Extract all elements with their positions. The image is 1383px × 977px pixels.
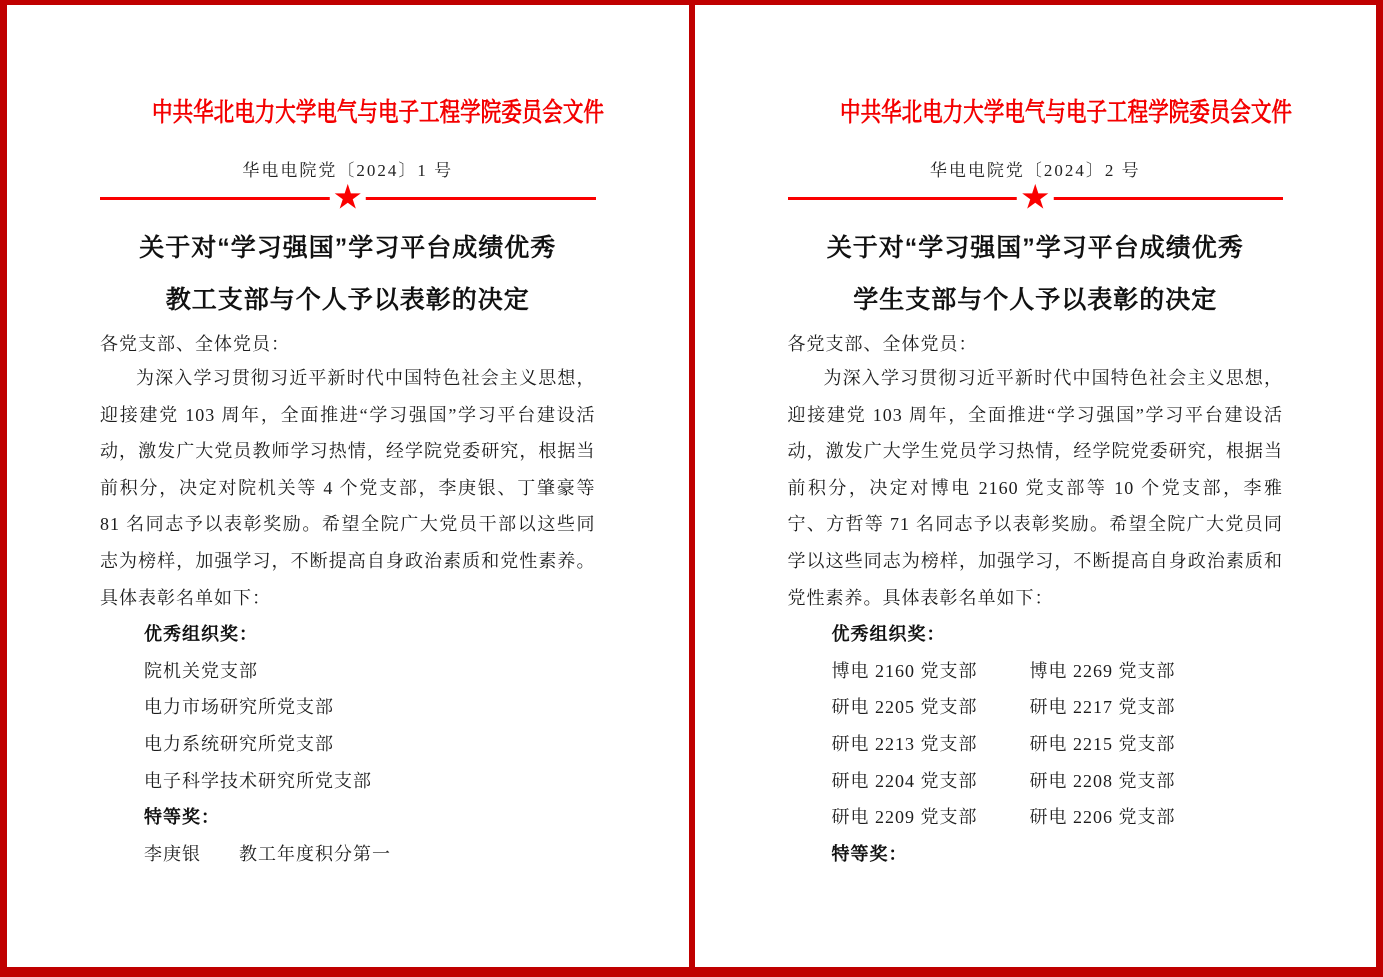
list-item: 博电 2160 党支部 (831, 660, 978, 681)
red-star-icon: ★ (330, 181, 366, 215)
document-number: 华电电院党〔2024〕1 号 (242, 161, 454, 180)
document-number: 华电电院党〔2024〕2 号 (929, 161, 1141, 180)
document-title-line1: 关于对“学习强国”学习平台成绩优秀 (826, 234, 1244, 262)
red-letterhead-title: 中共华北电力大学电气与电子工程学院委员会文件 (839, 97, 1292, 127)
list-row (832, 689, 1284, 726)
document-title-line2: 教工支部与个人予以表彰的决定 (165, 286, 530, 314)
document-page-2 (695, 5, 1377, 967)
list-item: 李庚银 教工年度积分第一 (144, 843, 391, 864)
red-star-icon: ★ (1017, 181, 1053, 215)
award-sections (832, 616, 1284, 872)
list-item: 电力系统研究所党支部 (144, 733, 334, 754)
list-item: 研电 2217 党支部 (1029, 697, 1176, 718)
list-item: 研电 2213 党支部 (831, 733, 978, 754)
list-item: 院机关党支部 (144, 660, 258, 681)
body-paragraph: 为深入学习贯彻习近平新时代中国特色社会主义思想，迎接建党 103 周年，全面推进“学习强国”学习平台建设活动，激发广大学生党员学习热情，经学院党委研究，根据当前积分，决定对博电 2160 党支部等 10 个党支部，李雅宁、方哲等 71 名同志予以表彰奖励。希望全院广大党员同学以这些同志为榜样，加强学习，不断提高自身政治素质和党性素养。具体表彰名单如下： (787, 368, 1283, 608)
document-title (100, 222, 596, 326)
body-paragraph: 为深入学习贯彻习近平新时代中国特色社会主义思想，迎接建党 103 周年，全面推进“学习强国”学习平台建设活动，激发广大党员教师学习热情，经学院党委研究，根据当前积分，决定对院机关等 4 个党支部，李庚银、丁肇豪等 81 名同志予以表彰奖励。希望全院广大党员干部以这些同志为榜样，加强学习，不断提高自身政治素质和党性素养。具体表彰名单如下： (100, 368, 596, 608)
award-sections (144, 616, 596, 872)
document-title (788, 222, 1284, 326)
list-row (832, 799, 1284, 836)
section-heading-organization-award: 优秀组织奖： (831, 624, 946, 645)
document-title-line2: 学生支部与个人予以表彰的决定 (853, 286, 1218, 314)
list-row (832, 653, 1284, 690)
list-row (832, 726, 1284, 763)
list-item: 研电 2208 党支部 (1029, 770, 1176, 791)
list-item: 研电 2209 党支部 (831, 807, 978, 828)
letterhead-divider-line (788, 178, 1284, 216)
list-item: 电力市场研究所党支部 (144, 697, 334, 718)
list-item: 博电 2269 党支部 (1029, 660, 1176, 681)
list-item: 电子科学技术研究所党支部 (144, 770, 372, 791)
section-heading-organization-award: 优秀组织奖： (144, 624, 258, 645)
list-item: 研电 2204 党支部 (831, 770, 978, 791)
salutation: 各党支部、全体党员： (787, 334, 978, 354)
document-page-1 (7, 5, 689, 967)
section-heading-special-award: 特等奖： (144, 807, 220, 828)
list-item: 研电 2215 党支部 (1029, 733, 1176, 754)
document-title-line1: 关于对“学习强国”学习平台成绩优秀 (139, 234, 557, 262)
list-item: 研电 2206 党支部 (1029, 807, 1176, 828)
salutation: 各党支部、全体党员： (100, 334, 290, 354)
list-item: 研电 2205 党支部 (831, 697, 978, 718)
section-heading-special-award: 特等奖： (831, 843, 908, 864)
list-row (832, 763, 1284, 800)
letterhead-divider-line (100, 178, 596, 216)
red-letterhead-title: 中共华北电力大学电气与电子工程学院委员会文件 (152, 97, 604, 127)
